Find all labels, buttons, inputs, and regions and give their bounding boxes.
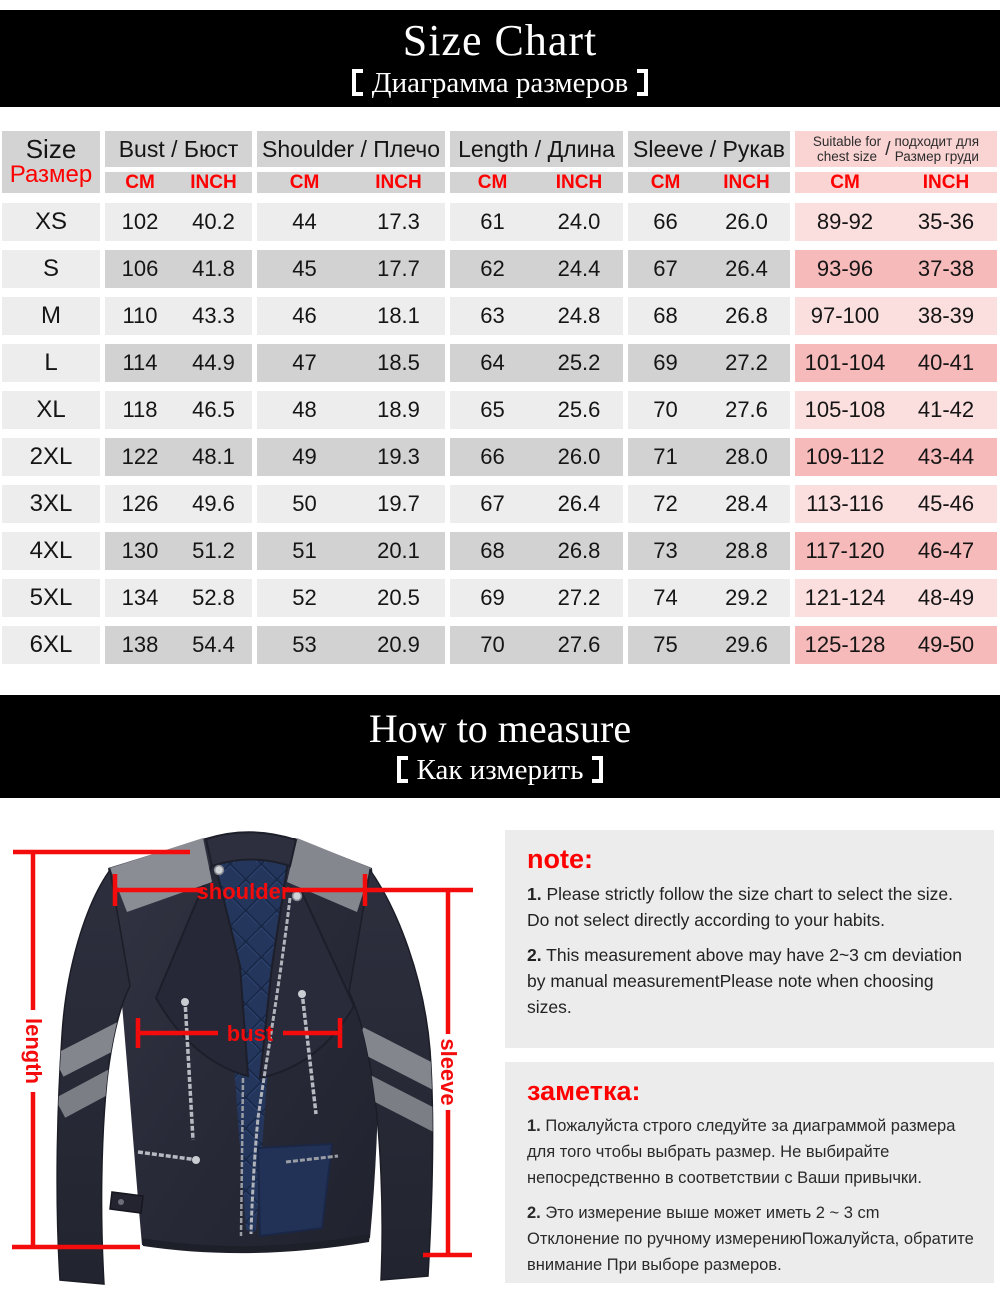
cell-cm-value: 68	[480, 538, 505, 563]
unit-cm-label: CM	[830, 172, 860, 193]
row-size-label: 4XL	[2, 532, 100, 570]
note-item-number: 1.	[527, 884, 542, 904]
note-item-text: Please strictly follow the size chart to select the size. Do not select directly according to your habits.	[527, 884, 954, 930]
measure-banner	[0, 695, 1000, 798]
suitable-header-slash: /	[885, 138, 891, 160]
cell-cm-value: 65	[480, 397, 505, 422]
cell-inch-value: 48-49	[917, 585, 975, 610]
table-row-cell-group	[105, 250, 252, 288]
table-row-cell-group	[257, 532, 445, 570]
note-item-text: This measurement above may have 2~3 cm deviation by manual measurementPlease note when choosing sizes.	[527, 945, 962, 1017]
row-size-label: M	[2, 297, 100, 335]
cell-cm-value: 138	[121, 632, 159, 657]
cell-cm-value: 118	[122, 397, 158, 422]
cell-inch-value: 26.8	[557, 538, 601, 563]
table-row-cell-group	[257, 250, 445, 288]
size-table	[2, 131, 997, 673]
length-measure-label: length	[21, 1018, 46, 1084]
cell-cm-value: 101-104	[804, 350, 886, 375]
suitable-header-ru	[894, 134, 979, 164]
cell-cm-value: 61	[480, 209, 505, 234]
cell-inch-value: 17.3	[377, 209, 420, 234]
cell-inch-value: 27.6	[557, 632, 601, 657]
note-item-number: 2.	[527, 945, 542, 965]
unit-cm-label: CM	[289, 172, 320, 193]
jacket-illustration	[0, 810, 500, 1300]
cell-inch-value: 18.1	[377, 303, 420, 328]
row-size-label: XS	[2, 203, 100, 241]
table-row-cell-group	[105, 438, 252, 476]
cell-inch-value: 46-47	[917, 538, 975, 563]
cell-inch-value: 28.0	[725, 444, 768, 469]
table-row-cell-group	[450, 250, 623, 288]
cell-cm-value: 67	[480, 491, 505, 516]
cell-inch-value: 24.4	[557, 256, 601, 281]
cell-cm-value: 64	[480, 350, 505, 375]
cell-cm-value: 109-112	[805, 444, 885, 469]
lenticular-bracket-left-icon	[397, 756, 408, 783]
table-row-cell-group	[628, 297, 790, 335]
cell-cm-value: 113-116	[806, 491, 884, 516]
cell-inch-value: 29.2	[725, 585, 768, 610]
table-row-cell-group	[257, 297, 445, 335]
cell-cm-value: 44	[292, 209, 317, 234]
table-row-cell-group	[257, 579, 445, 617]
unit-cm-label: CM	[125, 172, 155, 193]
cell-inch-value: 49-50	[917, 632, 975, 657]
sleeve-units	[628, 172, 790, 193]
table-row-cell-group	[105, 485, 252, 523]
unit-inch-label: INCH	[375, 172, 422, 193]
lenticular-bracket-right-icon	[592, 756, 603, 783]
cell-cm-value: 97-100	[810, 303, 880, 328]
table-row-cell-group	[450, 344, 623, 382]
cell-cm-value: 71	[653, 444, 678, 469]
cell-cm-value: 106	[121, 256, 159, 281]
unit-inch-label: INCH	[723, 172, 770, 193]
cell-cm-value: 122	[121, 444, 159, 469]
measure-title: How to measure	[368, 705, 632, 751]
cell-inch-value: 19.3	[377, 444, 420, 469]
table-row-cell-group	[450, 626, 623, 664]
note-item	[527, 881, 976, 933]
table-row-cell-group	[105, 391, 252, 429]
cell-cm-value: 66	[653, 209, 678, 234]
cell-inch-value: 45-46	[917, 491, 975, 516]
cell-cm-value: 121-124	[804, 585, 886, 610]
cell-inch-value: 17.7	[377, 256, 420, 281]
table-row-cell-group	[795, 438, 997, 476]
cell-inch-value: 26.0	[557, 444, 601, 469]
lenticular-bracket-right-icon	[637, 69, 648, 96]
unit-inch-label: INCH	[190, 172, 237, 193]
shoulder-units	[257, 172, 445, 193]
lenticular-bracket-left-icon	[352, 69, 363, 96]
table-row-cell-group	[450, 391, 623, 429]
table-row-cell-group	[257, 626, 445, 664]
table-row-cell-group	[105, 344, 252, 382]
size-chart-banner	[0, 10, 1000, 107]
cell-inch-value: 40.2	[192, 209, 235, 234]
bust-units	[105, 172, 252, 193]
cell-cm-value: 126	[121, 491, 159, 516]
cell-cm-value: 105-108	[804, 397, 886, 422]
cell-cm-value: 125-128	[804, 632, 886, 657]
suitable-en-line2: chest size	[817, 149, 878, 164]
cell-inch-value: 20.1	[377, 538, 420, 563]
cell-inch-value: 38-39	[917, 303, 975, 328]
suitable-units	[795, 172, 997, 193]
table-row-cell-group	[628, 203, 790, 241]
cell-cm-value: 68	[653, 303, 678, 328]
table-row-cell-group	[795, 203, 997, 241]
note-item-text: Это измерение выше может иметь 2 ~ 3 cm Отклонение по ручному измерениюПожалуйста, обратите внимание При выборе размеров.	[527, 1204, 974, 1274]
table-row-cell-group	[257, 391, 445, 429]
table-row-cell-group	[450, 438, 623, 476]
suitable-ru-line2: Размер груди	[894, 149, 979, 164]
cell-cm-value: 73	[653, 538, 678, 563]
row-size-label: 5XL	[2, 579, 100, 617]
cell-inch-value: 25.2	[557, 350, 601, 375]
table-row-cell-group	[628, 579, 790, 617]
size-header-en: Size	[25, 134, 77, 164]
unit-cm-label: CM	[650, 172, 681, 193]
cell-cm-value: 69	[480, 585, 505, 610]
cell-cm-value: 48	[292, 397, 317, 422]
cell-cm-value: 52	[292, 585, 317, 610]
note-item-number: 2.	[527, 1204, 541, 1222]
cell-inch-value: 40-41	[917, 350, 975, 375]
banner-subtitle-text: Диаграмма размеров	[371, 66, 629, 99]
table-row-cell-group	[628, 391, 790, 429]
note-heading-en: note:	[527, 844, 593, 874]
cell-cm-value: 89-92	[816, 209, 874, 234]
cell-inch-value: 26.0	[725, 209, 768, 234]
table-row-cell-group	[795, 626, 997, 664]
cell-cm-value: 70	[480, 632, 505, 657]
cell-cm-value: 102	[121, 209, 159, 234]
bust-measure-label: bust	[226, 1021, 274, 1046]
cell-cm-value: 67	[653, 256, 678, 281]
cell-inch-value: 37-38	[917, 256, 975, 281]
cell-inch-value: 27.2	[557, 585, 601, 610]
cell-inch-value: 20.9	[377, 632, 420, 657]
table-row-cell-group	[450, 203, 623, 241]
row-size-label: S	[2, 250, 100, 288]
cell-inch-value: 52.8	[192, 585, 235, 610]
table-row-cell-group	[257, 203, 445, 241]
cell-inch-value: 51.2	[192, 538, 235, 563]
cell-inch-value: 35-36	[917, 209, 975, 234]
suitable-ru-line1: подходит для	[894, 134, 980, 149]
note-heading-ru: заметка:	[527, 1076, 641, 1106]
cell-inch-value: 20.5	[377, 585, 420, 610]
sleeve-header: Sleeve / Рукав	[628, 131, 790, 167]
suitable-header-en	[813, 134, 881, 164]
cell-cm-value: 63	[480, 303, 505, 328]
banner-title: Size Chart	[402, 15, 598, 65]
table-row-cell-group	[795, 344, 997, 382]
table-row-cell-group	[795, 391, 997, 429]
table-row-cell-group	[628, 438, 790, 476]
cell-inch-value: 26.4	[725, 256, 768, 281]
note-item-text: Пожалуйста строго следуйте за диаграммой размера для того чтобы выбрать размер. Не выбирайте непосредственно в соответствии с Ваши привычки.	[527, 1117, 956, 1187]
cell-inch-value: 41.8	[192, 256, 235, 281]
bust-header: Bust / Бюст	[105, 131, 252, 167]
cell-inch-value: 49.6	[192, 491, 235, 516]
table-row-cell-group	[628, 485, 790, 523]
cell-cm-value: 50	[292, 491, 317, 516]
cell-cm-value: 62	[480, 256, 505, 281]
note-item	[527, 1200, 976, 1278]
jacket-figure	[0, 810, 500, 1300]
suitable-en-line1: Suitable for	[812, 134, 882, 149]
cell-cm-value: 70	[653, 397, 678, 422]
table-row-cell-group	[105, 532, 252, 570]
cell-inch-value: 24.8	[557, 303, 601, 328]
cell-cm-value: 66	[480, 444, 505, 469]
table-row-cell-group	[257, 344, 445, 382]
length-units	[450, 172, 623, 193]
cell-cm-value: 72	[653, 491, 678, 516]
cell-cm-value: 75	[653, 632, 678, 657]
cell-inch-value: 48.1	[192, 444, 235, 469]
cell-inch-value: 28.8	[725, 538, 768, 563]
unit-cm-label: CM	[477, 172, 508, 193]
banner-subtitle	[352, 66, 648, 100]
cell-cm-value: 49	[292, 444, 317, 469]
table-row-cell-group	[450, 532, 623, 570]
table-row-cell-group	[257, 485, 445, 523]
table-row-cell-group	[105, 203, 252, 241]
note-box-ru	[505, 1062, 994, 1283]
cell-cm-value: 114	[122, 350, 158, 375]
cell-inch-value: 18.9	[377, 397, 420, 422]
table-row-cell-group	[628, 532, 790, 570]
table-row-cell-group	[795, 485, 997, 523]
cell-inch-value: 25.6	[557, 397, 601, 422]
cell-inch-value: 44.9	[192, 350, 235, 375]
cell-cm-value: 117-120	[805, 538, 885, 563]
table-row-cell-group	[795, 250, 997, 288]
table-row-cell-group	[628, 250, 790, 288]
cell-inch-value: 18.5	[377, 350, 420, 375]
cell-cm-value: 93-96	[816, 256, 874, 281]
measure-subtitle-text: Как измерить	[416, 753, 584, 786]
note-box-en	[505, 830, 994, 1048]
cell-cm-value: 69	[653, 350, 678, 375]
table-row-cell-group	[105, 579, 252, 617]
size-column-header	[2, 131, 100, 193]
cell-inch-value: 27.2	[725, 350, 768, 375]
table-row-cell-group	[257, 438, 445, 476]
table-row-cell-group	[450, 297, 623, 335]
unit-inch-label: INCH	[555, 172, 603, 193]
table-row-cell-group	[795, 532, 997, 570]
note-item-number: 1.	[527, 1117, 541, 1135]
cell-cm-value: 130	[121, 538, 159, 563]
cell-inch-value: 29.6	[725, 632, 768, 657]
cell-inch-value: 43.3	[192, 303, 235, 328]
table-row-cell-group	[105, 297, 252, 335]
sleeve-measure-label: sleeve	[436, 1038, 461, 1106]
note-item	[527, 942, 976, 1020]
table-row-cell-group	[795, 297, 997, 335]
cell-cm-value: 51	[292, 538, 317, 563]
cell-inch-value: 54.4	[192, 632, 235, 657]
row-size-label: 2XL	[2, 438, 100, 476]
table-row-cell-group	[450, 579, 623, 617]
cell-cm-value: 134	[121, 585, 159, 610]
suitable-chest-header	[795, 131, 997, 167]
shoulder-measure-label: shoulder	[196, 879, 290, 904]
unit-inch-label: INCH	[922, 172, 970, 193]
cell-cm-value: 47	[292, 350, 317, 375]
length-header: Length / Длина	[450, 131, 623, 167]
cell-inch-value: 28.4	[725, 491, 768, 516]
cell-inch-value: 19.7	[377, 491, 420, 516]
table-row-cell-group	[105, 626, 252, 664]
measure-subtitle	[397, 753, 604, 787]
cell-cm-value: 110	[122, 303, 158, 328]
cell-inch-value: 43-44	[917, 444, 975, 469]
row-size-label: XL	[2, 391, 100, 429]
table-row-cell-group	[628, 344, 790, 382]
table-row-cell-group	[628, 626, 790, 664]
cell-inch-value: 41-42	[917, 397, 975, 422]
row-size-label: L	[2, 344, 100, 382]
cell-cm-value: 46	[292, 303, 317, 328]
cell-inch-value: 27.6	[725, 397, 768, 422]
cell-cm-value: 74	[653, 585, 678, 610]
size-header-ru: Размер	[9, 161, 93, 188]
note-item	[527, 1113, 976, 1191]
table-row-cell-group	[450, 485, 623, 523]
row-size-label: 6XL	[2, 626, 100, 664]
cell-inch-value: 26.8	[725, 303, 768, 328]
shoulder-header: Shoulder / Плечо	[257, 131, 445, 167]
cell-inch-value: 46.5	[192, 397, 235, 422]
cell-cm-value: 53	[292, 632, 317, 657]
cell-inch-value: 26.4	[557, 491, 601, 516]
cell-cm-value: 45	[292, 256, 317, 281]
table-row-cell-group	[795, 579, 997, 617]
row-size-label: 3XL	[2, 485, 100, 523]
cell-inch-value: 24.0	[557, 209, 601, 234]
